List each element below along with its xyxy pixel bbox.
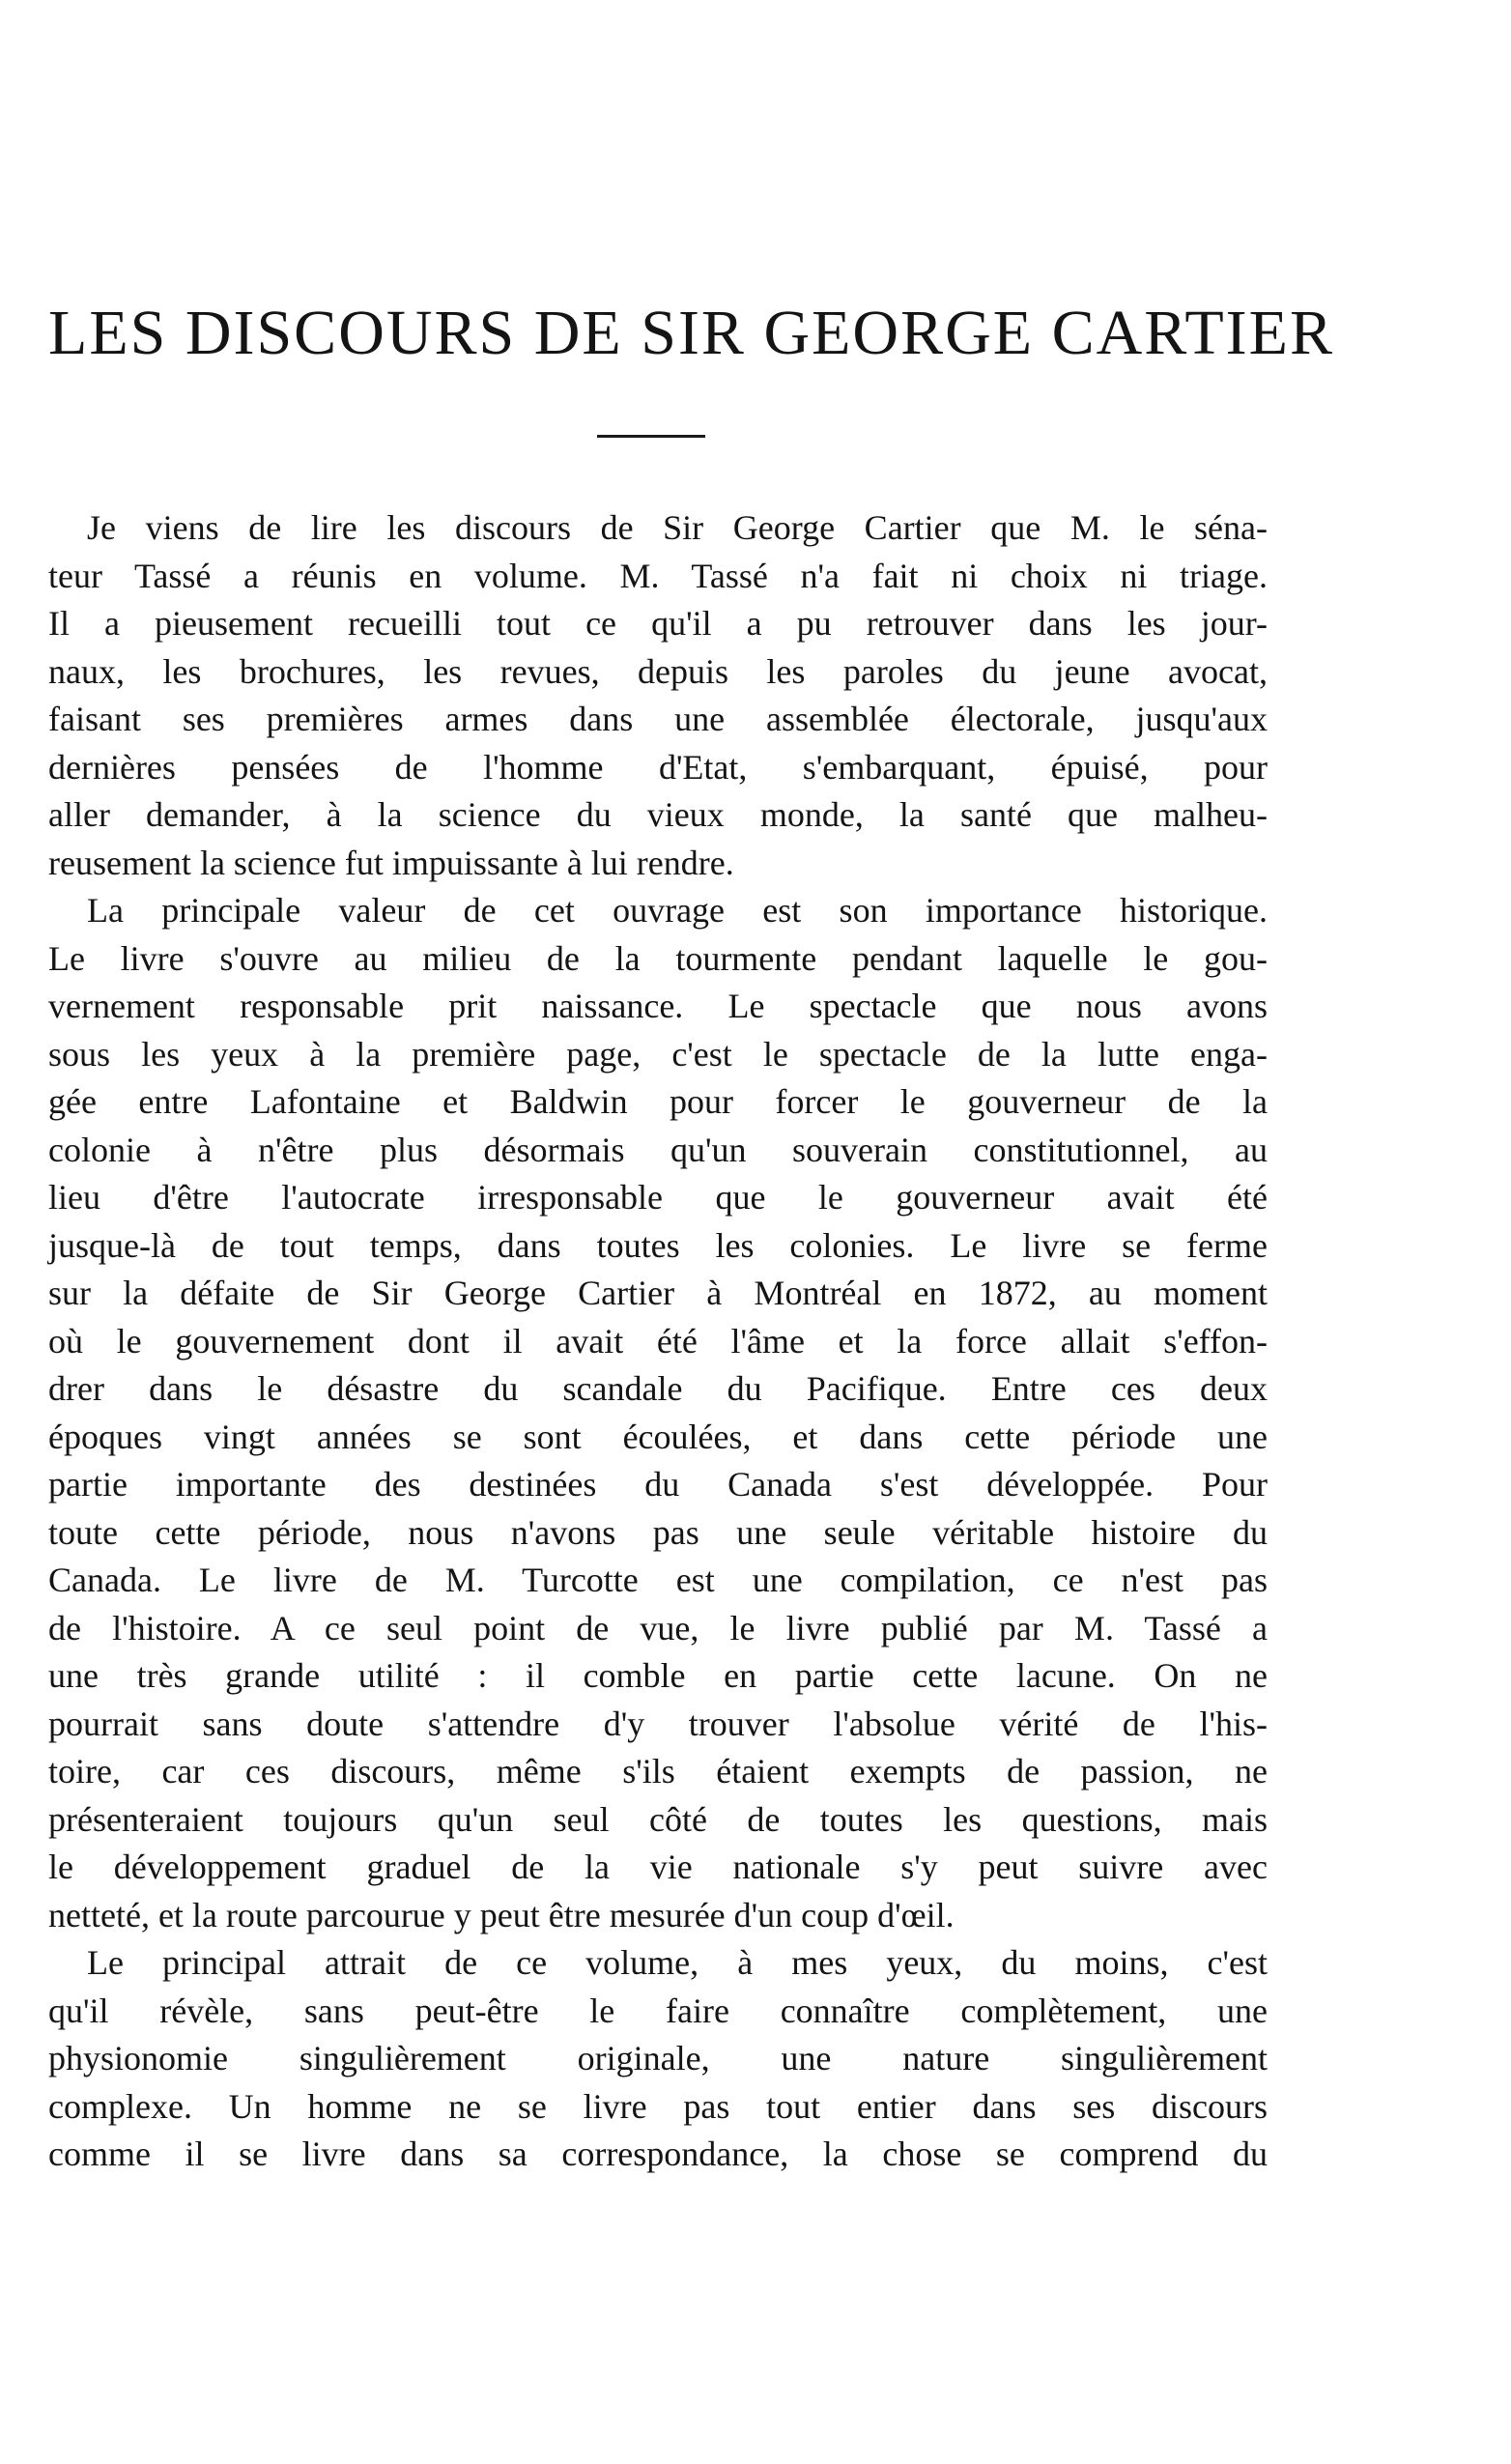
text-line: qu'il révèle, sans peut-être le faire connaître complètement, une [48, 1991, 1268, 2030]
page-title: LES DISCOURS DE SIR GEORGE CARTIER [48, 298, 1334, 368]
text-line: une très grande utilité : il comble en partie cette lacune. On ne [48, 1656, 1268, 1695]
text-line: où le gouvernement dont il avait été l'âme et la force allait s'effon- [48, 1321, 1268, 1361]
text-line: de l'histoire. A ce seul point de vue, le livre publié par M. Tassé a [48, 1608, 1268, 1647]
text-line: physionomie singulièrement originale, une nature singulièrement [48, 2039, 1268, 2077]
text-line: La principale valeur de cet ouvrage est son importance historique. [87, 891, 1268, 930]
text-line: toute cette période, nous n'avons pas une seule véritable histoire du [48, 1512, 1268, 1552]
text-line: le développement graduel de la vie nationale s'y peut suivre avec [48, 1848, 1268, 1886]
text-line: partie importante des destinées du Canada s'est développée. Pour [48, 1465, 1268, 1504]
text-line: complexe. Un homme ne se livre pas tout entier dans ses discours [48, 2086, 1268, 2126]
text-line: reusement la science fut impuissante à lui rendre. [48, 843, 734, 882]
title-rule [597, 435, 705, 438]
text-line: toire, car ces discours, même s'ils étaient exempts de passion, ne [48, 1752, 1268, 1791]
text-line: présenteraient toujours qu'un seul côté de toutes les questions, mais [48, 1799, 1268, 1839]
text-line: drer dans le désastre du scandale du Pacifique. Entre ces deux [48, 1369, 1268, 1408]
body-text [48, 504, 1268, 2179]
text-line: Le principal attrait de ce volume, à mes yeux, du moins, c'est [87, 1943, 1268, 1982]
text-line: jusque-là de tout temps, dans toutes les colonies. Le livre se ferme [48, 1225, 1268, 1265]
text-line: dernières pensées de l'homme d'Etat, s'embarquant, épuisé, pour [48, 747, 1268, 787]
text-line: netteté, et la route parcourue y peut être mesurée d'un coup d'œil. [48, 1895, 955, 1934]
text-line: aller demander, à la science du vieux monde, la santé que malheu- [48, 795, 1268, 834]
text-line: Le livre s'ouvre au milieu de la tourmente pendant laquelle le gou- [48, 938, 1268, 978]
text-line: Il a pieusement recueilli tout ce qu'il a pu retrouver dans les jour- [48, 604, 1268, 643]
text-line: comme il se livre dans sa correspondance, la chose se comprend du [48, 2135, 1268, 2173]
text-line: pourrait sans doute s'attendre d'y trouver l'absolue vérité de l'his- [48, 1704, 1268, 1743]
text-line: sur la défaite de Sir George Cartier à Montréal en 1872, au moment [48, 1274, 1268, 1312]
text-line: colonie à n'être plus désormais qu'un souverain constitutionnel, au [48, 1130, 1268, 1169]
text-line: gée entre Lafontaine et Baldwin pour forcer le gouverneur de la [48, 1082, 1268, 1121]
text-line: vernement responsable prit naissance. Le spectacle que nous avons [48, 987, 1268, 1025]
text-line: sous les yeux à la première page, c'est le spectacle de la lutte enga- [48, 1034, 1268, 1074]
text-line: naux, les brochures, les revues, depuis les paroles du jeune avocat, [48, 651, 1268, 691]
text-line: Je viens de lire les discours de Sir George Cartier que M. le séna- [87, 508, 1268, 547]
text-line: époques vingt années se sont écoulées, et dans cette période une [48, 1417, 1268, 1456]
text-line: teur Tassé a réunis en volume. M. Tassé n'a fait ni choix ni triage. [48, 556, 1268, 595]
text-line: faisant ses premières armes dans une assemblée électorale, jusqu'aux [48, 700, 1268, 738]
text-line: lieu d'être l'autocrate irresponsable que le gouverneur avait été [48, 1178, 1268, 1217]
text-line: Canada. Le livre de M. Turcotte est une compilation, ce n'est pas [48, 1561, 1268, 1599]
